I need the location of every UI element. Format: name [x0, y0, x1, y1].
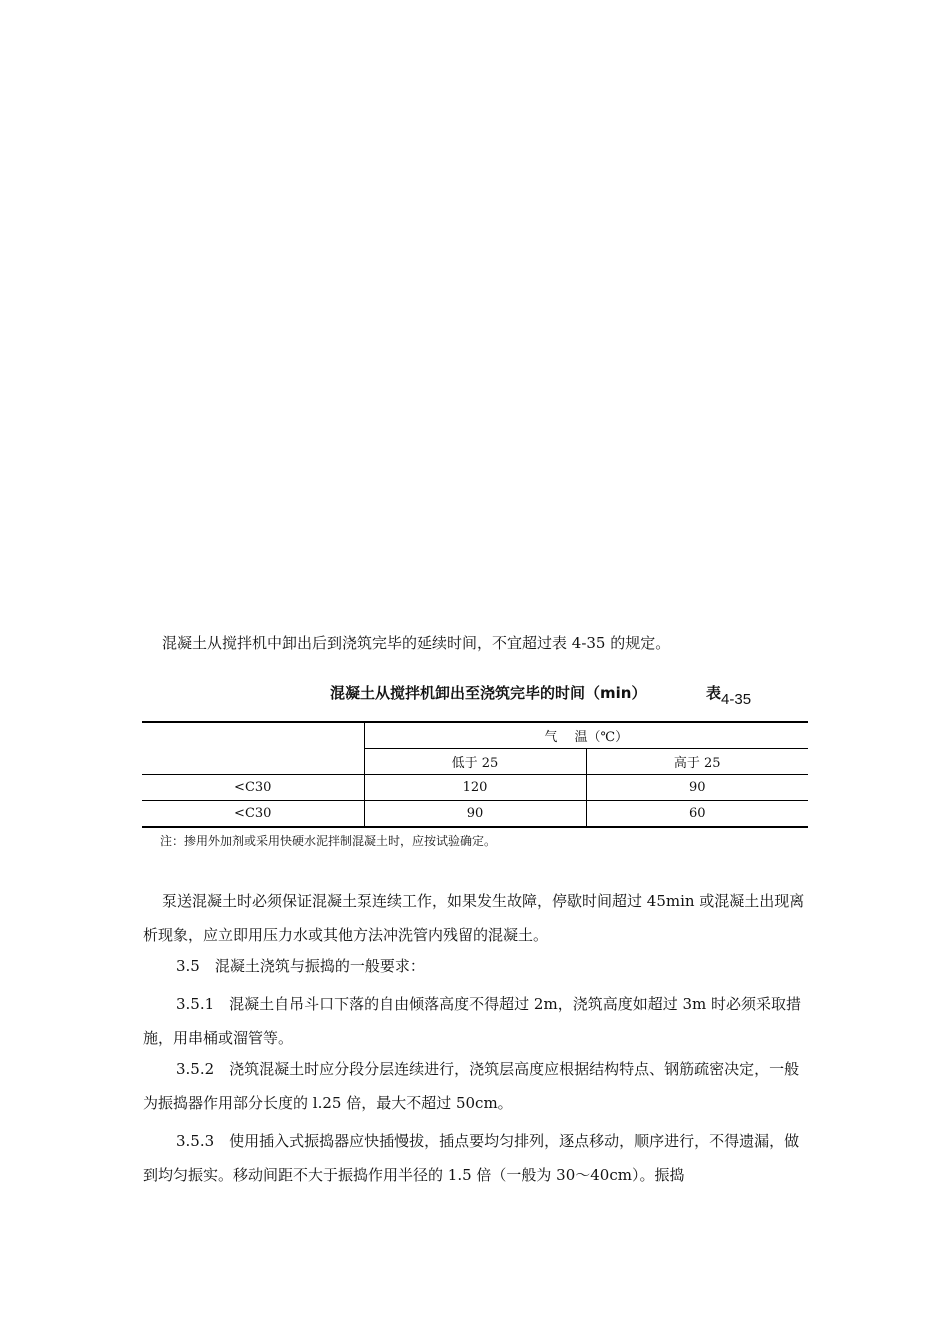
table-number-label: 表	[706, 684, 722, 702]
section-3-5-3-paragraph: 3.5.3 使用插入式振捣器应快插慢拔，插点要均匀排列，逐点移动，顺序进行，不得遗漏，做到均匀振实。移动间距不大于振捣作用半径的 1.5 倍（一般为 30～40cm）。振捣	[143, 1132, 800, 1184]
table-caption: 混凝土从搅拌机卸出至浇筑完毕的时间（min）	[330, 684, 647, 702]
section-3-5-2-paragraph: 3.5.2 浇筑混凝土时应分段分层连续进行，浇筑层高度应根据结构特点、钢筋疏密决定，一般为振捣器作用部分长度的 l.25 倍，最大不超过 50cm。	[143, 1060, 800, 1112]
table-note: 注：掺用外加剂或采用快硬水泥拌制混凝土时，应按试验确定。	[160, 834, 497, 848]
intro-paragraph: 混凝土从搅拌机中卸出后到浇筑完毕的延续时间，不宜超过表 4-35 的规定。	[162, 634, 671, 652]
table-col-header-high: 高于 25	[586, 749, 808, 775]
table-row-label: <C30	[142, 775, 364, 801]
table-group-header: 气 温（℃）	[364, 722, 808, 749]
table-row	[142, 775, 808, 801]
table-row-label: <C30	[142, 801, 364, 828]
table-cell-high: 60	[586, 801, 808, 828]
table-cell-low: 90	[364, 801, 586, 828]
table-corner-cell	[142, 722, 364, 775]
table-number	[706, 682, 752, 708]
table-cell-low: 120	[364, 775, 586, 801]
section-3-5-1-paragraph: 3.5.1 混凝土自吊斗口下落的自由倾落高度不得超过 2m，浇筑高度如超过 3m 时必须采取措施，用串桶或溜管等。	[143, 995, 802, 1047]
table-row	[142, 801, 808, 828]
table-number-value: 4-35	[721, 691, 752, 708]
section-3-5-heading: 3.5 混凝土浇筑与振捣的一般要求：	[176, 957, 425, 975]
table-col-header-low: 低于 25	[364, 749, 586, 775]
pump-paragraph: 泵送混凝土时必须保证混凝土泵连续工作，如果发生故障，停歇时间超过 45min 或混凝土出现离析现象，应立即用压力水或其他方法冲洗管内残留的混凝土。	[143, 892, 805, 944]
table-cell-high: 90	[586, 775, 808, 801]
time-table	[142, 721, 808, 828]
